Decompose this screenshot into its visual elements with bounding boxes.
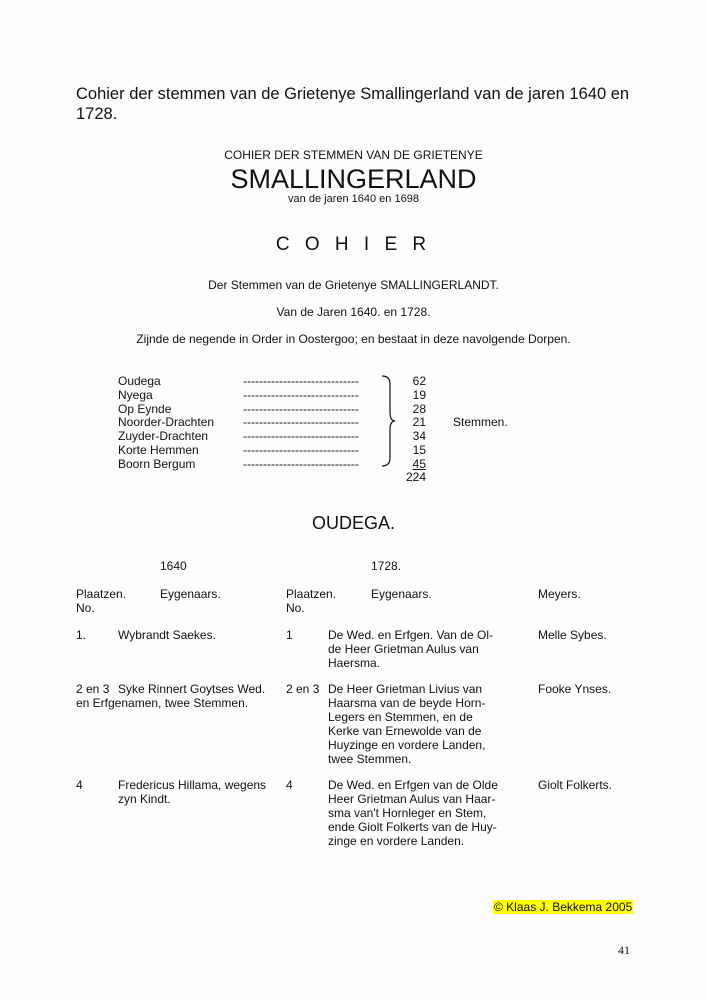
- village-name: Zuyder-Drachten: [118, 429, 209, 443]
- column-header-plaatzen: [286, 587, 336, 615]
- year-right: 1728.: [371, 559, 402, 573]
- meyer: Melle Sybes.: [538, 628, 607, 642]
- meyer: Fooke Ynses.: [538, 682, 612, 696]
- village-name: Boorn Bergum: [118, 457, 196, 471]
- meyer: Giolt Folkerts.: [538, 778, 613, 792]
- intro-line: Van de Jaren 1640. en 1728.: [276, 305, 431, 319]
- plaats-number: 4: [286, 778, 293, 792]
- intro-line: Der Stemmen van de Grietenye SMALLINGERLANDT.: [208, 278, 499, 292]
- dash-leader: -----------------------------: [243, 388, 359, 402]
- owner-line: De Wed. en Erfgen. Van de Ol-: [328, 628, 493, 642]
- plaats-number: 4: [76, 778, 83, 792]
- copyright-notice: © Klaas J. Bekkema 2005: [494, 900, 633, 914]
- dash-leader: -----------------------------: [243, 402, 359, 416]
- owner-line: Kerke van Ernewolde van de: [328, 724, 482, 738]
- plaats-number: 2 en 3: [76, 682, 110, 696]
- owner-line: Huyzinge en vordere Landen,: [328, 738, 486, 752]
- column-header-text: Plaatzen.: [76, 587, 127, 601]
- village-name: Nyega: [118, 388, 153, 402]
- owner-line: Haersma.: [328, 656, 381, 670]
- column-header-plaatzen: [76, 587, 126, 615]
- dash-leader: -----------------------------: [243, 429, 359, 443]
- village-row: [0, 429, 707, 443]
- village-row: [0, 374, 707, 388]
- owner-line: De Wed. en Erfgen van de Olde: [328, 778, 498, 792]
- village-name: Oudega: [118, 374, 161, 388]
- village-name: Op Eynde: [118, 402, 172, 416]
- village-name: Korte Hemmen: [118, 443, 199, 457]
- intro-line: Zijnde de negende in Order in Oostergoo; en bestaat in deze navolgende Dorpen.: [136, 332, 571, 346]
- owner-1640: [118, 778, 283, 806]
- owner-line: Legers en Stemmen, en de: [328, 710, 473, 724]
- owner-1728: [328, 682, 528, 766]
- owner-line: Fredericus Hillama, wegens: [118, 778, 267, 792]
- owner-1640-continued: en Erfgenamen, twee Stemmen.: [76, 696, 249, 710]
- owner-1728: [328, 628, 528, 670]
- column-header-text: No.: [286, 601, 305, 615]
- column-header-eygenaars: Eygenaars.: [160, 587, 221, 601]
- owner-line: De Heer Grietman Livius van: [328, 682, 483, 696]
- column-header-text: Plaatzen.: [286, 587, 337, 601]
- page-number: 41: [618, 943, 630, 957]
- stemmen-label: Stemmen.: [453, 415, 508, 429]
- village-count: 15: [412, 443, 426, 457]
- plaats-number: 1.: [76, 628, 87, 642]
- village-row: [0, 443, 707, 457]
- village-count: 19: [412, 388, 426, 402]
- village-row: [0, 402, 707, 416]
- village-count: 34: [412, 429, 426, 443]
- village-row: [0, 388, 707, 402]
- owner-line: Haarsma van de beyde Horn-: [328, 696, 486, 710]
- total-count: 224: [405, 470, 426, 484]
- owner-line: sma van't Hornleger en Stem,: [328, 806, 487, 820]
- curly-brace-icon: [378, 374, 396, 468]
- owner-1728: [328, 778, 533, 848]
- village-count: 21: [412, 415, 426, 429]
- plaats-number: 1: [286, 628, 293, 642]
- owner-1640: Wybrandt Saekes.: [118, 628, 216, 642]
- cover-title: SMALLINGERLAND: [230, 164, 477, 194]
- plaats-number: 2 en 3: [286, 682, 320, 696]
- village-row: [0, 457, 707, 471]
- owner-line: zinge en vordere Landen.: [328, 834, 465, 848]
- dash-leader: -----------------------------: [243, 443, 359, 457]
- year-left: 1640: [160, 559, 187, 573]
- owner-line: twee Stemmen.: [328, 752, 412, 766]
- column-header-meyers: Meyers.: [538, 587, 581, 601]
- cover-subtitle: COHIER DER STEMMEN VAN DE GRIETENYE: [224, 148, 483, 162]
- owner-line: zyn Kindt.: [118, 792, 171, 806]
- owner-line: ende Giolt Folkerts van de Huy-: [328, 820, 497, 834]
- dash-leader: -----------------------------: [243, 374, 359, 388]
- column-header-text: No.: [76, 601, 95, 615]
- dash-leader: -----------------------------: [243, 457, 359, 471]
- document-title: Cohier der stemmen van de Grietenye Smallingerland van de jaren 1640 en 1728.: [76, 85, 630, 123]
- owner-line: Heer Grietman Aulus van Haar-: [328, 792, 496, 806]
- village-count: 28: [412, 402, 426, 416]
- owner-line: de Heer Grietman Aulus van: [328, 642, 479, 656]
- cover-years: van de jaren 1640 en 1698: [288, 193, 419, 205]
- village-row: [0, 415, 707, 429]
- owner-1640: Syke Rinnert Goytses Wed.: [118, 682, 266, 696]
- village-count: 45: [412, 457, 426, 471]
- column-header-eygenaars: Eygenaars.: [371, 587, 432, 601]
- village-name: Noorder-Drachten: [118, 415, 215, 429]
- village-count: 62: [412, 374, 426, 388]
- cohier-heading: C O H I E R: [275, 234, 432, 255]
- dash-leader: -----------------------------: [243, 415, 359, 429]
- section-heading: OUDEGA.: [311, 513, 395, 533]
